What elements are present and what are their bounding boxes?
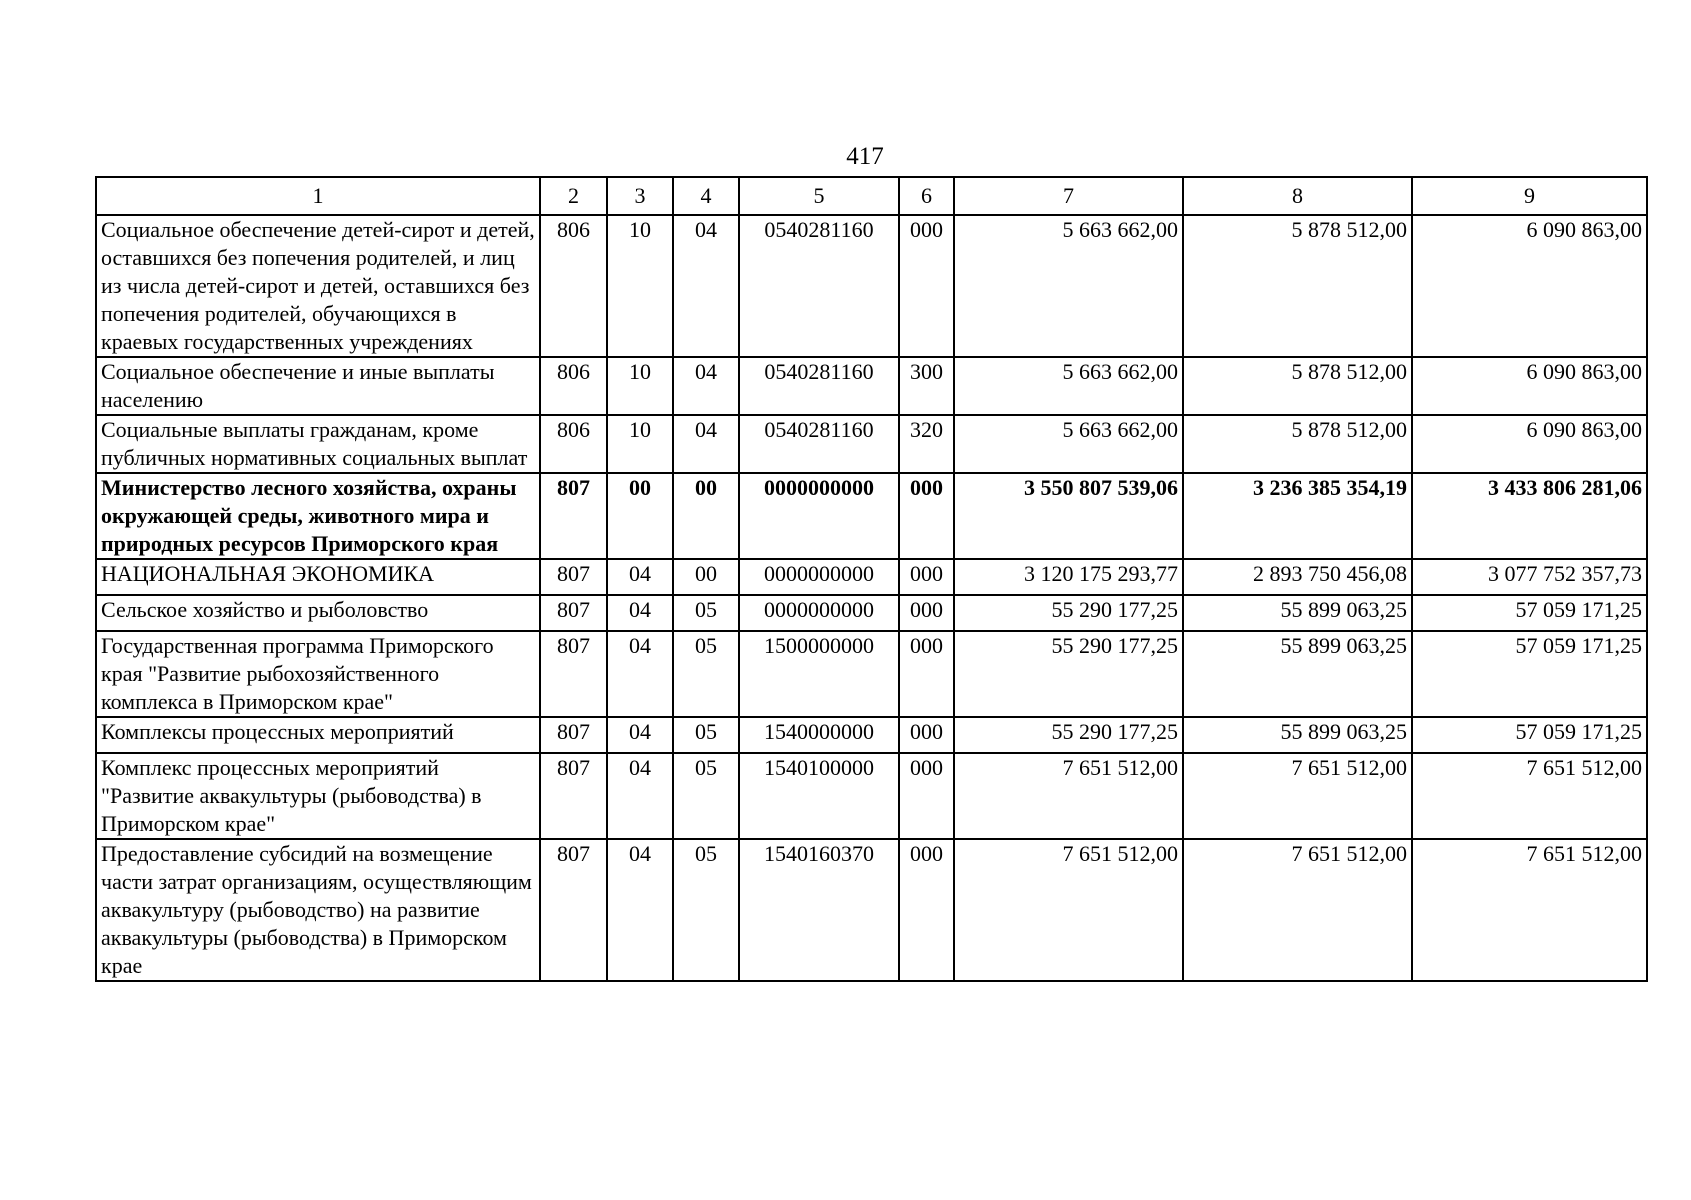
subsection-code: 05 (673, 839, 739, 981)
expense-type-code: 000 (899, 473, 954, 559)
ministry-code: 807 (540, 839, 607, 981)
target-article-code: 0540281160 (739, 215, 899, 357)
amount-col-9: 6 090 863,00 (1412, 357, 1647, 415)
amount-col-9: 6 090 863,00 (1412, 415, 1647, 473)
target-article-code: 0000000000 (739, 595, 899, 631)
item-name: Министерство лесного хозяйства, охраны окружающей среды, животного мира и природных ресурсов Приморского края (96, 473, 540, 559)
table-row (96, 215, 1647, 357)
ministry-code: 807 (540, 631, 607, 717)
column-header-9: 9 (1412, 177, 1647, 215)
target-article-code: 1540000000 (739, 717, 899, 753)
amount-col-7: 55 290 177,25 (954, 717, 1183, 753)
amount-col-7: 5 663 662,00 (954, 357, 1183, 415)
table-row (96, 357, 1647, 415)
amount-col-8: 3 236 385 354,19 (1183, 473, 1412, 559)
section-code: 04 (607, 595, 673, 631)
ministry-code: 807 (540, 717, 607, 753)
item-name: Социальное обеспечение детей-сирот и детей, оставшихся без попечения родителей, и лиц из числа детей-сирот и детей, оставшихся без попечения родителей, обучающихся в краевых государственных учреждениях (96, 215, 540, 357)
column-header-3: 3 (607, 177, 673, 215)
target-article-code: 0540281160 (739, 415, 899, 473)
amount-col-7: 3 550 807 539,06 (954, 473, 1183, 559)
subsection-code: 04 (673, 415, 739, 473)
item-name: Государственная программа Приморского края "Развитие рыбохозяйственного комплекса в Приморском крае" (96, 631, 540, 717)
section-code: 04 (607, 753, 673, 839)
column-header-5: 5 (739, 177, 899, 215)
ministry-code: 807 (540, 473, 607, 559)
amount-col-7: 55 290 177,25 (954, 631, 1183, 717)
column-number-header-row (96, 177, 1647, 215)
table-row (96, 559, 1647, 595)
column-header-2: 2 (540, 177, 607, 215)
amount-col-8: 5 878 512,00 (1183, 357, 1412, 415)
amount-col-7: 3 120 175 293,77 (954, 559, 1183, 595)
expense-type-code: 000 (899, 839, 954, 981)
section-code: 04 (607, 559, 673, 595)
expense-type-code: 000 (899, 753, 954, 839)
target-article-code: 1540100000 (739, 753, 899, 839)
ministry-code: 806 (540, 415, 607, 473)
subsection-code: 04 (673, 357, 739, 415)
amount-col-8: 55 899 063,25 (1183, 717, 1412, 753)
section-code: 10 (607, 415, 673, 473)
subsection-code: 04 (673, 215, 739, 357)
subsection-code: 05 (673, 631, 739, 717)
amount-col-8: 2 893 750 456,08 (1183, 559, 1412, 595)
ministry-code: 806 (540, 215, 607, 357)
expense-type-code: 320 (899, 415, 954, 473)
section-code: 10 (607, 357, 673, 415)
amount-col-8: 55 899 063,25 (1183, 631, 1412, 717)
expense-type-code: 000 (899, 559, 954, 595)
amount-col-8: 7 651 512,00 (1183, 753, 1412, 839)
amount-col-9: 3 433 806 281,06 (1412, 473, 1647, 559)
target-article-code: 1500000000 (739, 631, 899, 717)
table-row (96, 473, 1647, 559)
subsection-code: 05 (673, 753, 739, 839)
target-article-code: 0000000000 (739, 473, 899, 559)
amount-col-8: 5 878 512,00 (1183, 215, 1412, 357)
expense-type-code: 000 (899, 595, 954, 631)
amount-col-9: 57 059 171,25 (1412, 717, 1647, 753)
subsection-code: 00 (673, 473, 739, 559)
target-article-code: 1540160370 (739, 839, 899, 981)
amount-col-9: 3 077 752 357,73 (1412, 559, 1647, 595)
section-code: 00 (607, 473, 673, 559)
item-name: Комплекс процессных мероприятий "Развитие аквакультуры (рыбоводства) в Приморском крае" (96, 753, 540, 839)
target-article-code: 0540281160 (739, 357, 899, 415)
section-code: 04 (607, 839, 673, 981)
amount-col-7: 5 663 662,00 (954, 415, 1183, 473)
target-article-code: 0000000000 (739, 559, 899, 595)
amount-col-7: 55 290 177,25 (954, 595, 1183, 631)
section-code: 10 (607, 215, 673, 357)
item-name: Социальное обеспечение и иные выплаты населению (96, 357, 540, 415)
expense-type-code: 000 (899, 215, 954, 357)
item-name: НАЦИОНАЛЬНАЯ ЭКОНОМИКА (96, 559, 540, 595)
page-number: 417 (846, 143, 884, 170)
item-name: Сельское хозяйство и рыболовство (96, 595, 540, 631)
amount-col-8: 7 651 512,00 (1183, 839, 1412, 981)
subsection-code: 05 (673, 595, 739, 631)
ministry-code: 807 (540, 559, 607, 595)
amount-col-8: 5 878 512,00 (1183, 415, 1412, 473)
ministry-code: 807 (540, 753, 607, 839)
column-header-7: 7 (954, 177, 1183, 215)
table-row (96, 415, 1647, 473)
table-row (96, 631, 1647, 717)
expense-type-code: 000 (899, 631, 954, 717)
table-row (96, 717, 1647, 753)
amount-col-9: 6 090 863,00 (1412, 215, 1647, 357)
budget-table (95, 176, 1648, 982)
subsection-code: 05 (673, 717, 739, 753)
amount-col-7: 7 651 512,00 (954, 839, 1183, 981)
item-name: Комплексы процессных мероприятий (96, 717, 540, 753)
table-row (96, 839, 1647, 981)
column-header-6: 6 (899, 177, 954, 215)
column-header-4: 4 (673, 177, 739, 215)
item-name: Предоставление субсидий на возмещение части затрат организациям, осуществляющим аквакультуру (рыбоводство) на развитие аквакультуры (рыбоводства) в Приморском крае (96, 839, 540, 981)
column-header-1: 1 (96, 177, 540, 215)
subsection-code: 00 (673, 559, 739, 595)
amount-col-7: 7 651 512,00 (954, 753, 1183, 839)
column-header-8: 8 (1183, 177, 1412, 215)
budget-table-body (96, 215, 1647, 981)
ministry-code: 806 (540, 357, 607, 415)
expense-type-code: 300 (899, 357, 954, 415)
amount-col-9: 57 059 171,25 (1412, 595, 1647, 631)
item-name: Социальные выплаты гражданам, кроме публичных нормативных социальных выплат (96, 415, 540, 473)
table-row (96, 595, 1647, 631)
table-row (96, 753, 1647, 839)
amount-col-8: 55 899 063,25 (1183, 595, 1412, 631)
amount-col-9: 7 651 512,00 (1412, 753, 1647, 839)
section-code: 04 (607, 717, 673, 753)
amount-col-9: 57 059 171,25 (1412, 631, 1647, 717)
ministry-code: 807 (540, 595, 607, 631)
section-code: 04 (607, 631, 673, 717)
expense-type-code: 000 (899, 717, 954, 753)
amount-col-7: 5 663 662,00 (954, 215, 1183, 357)
amount-col-9: 7 651 512,00 (1412, 839, 1647, 981)
